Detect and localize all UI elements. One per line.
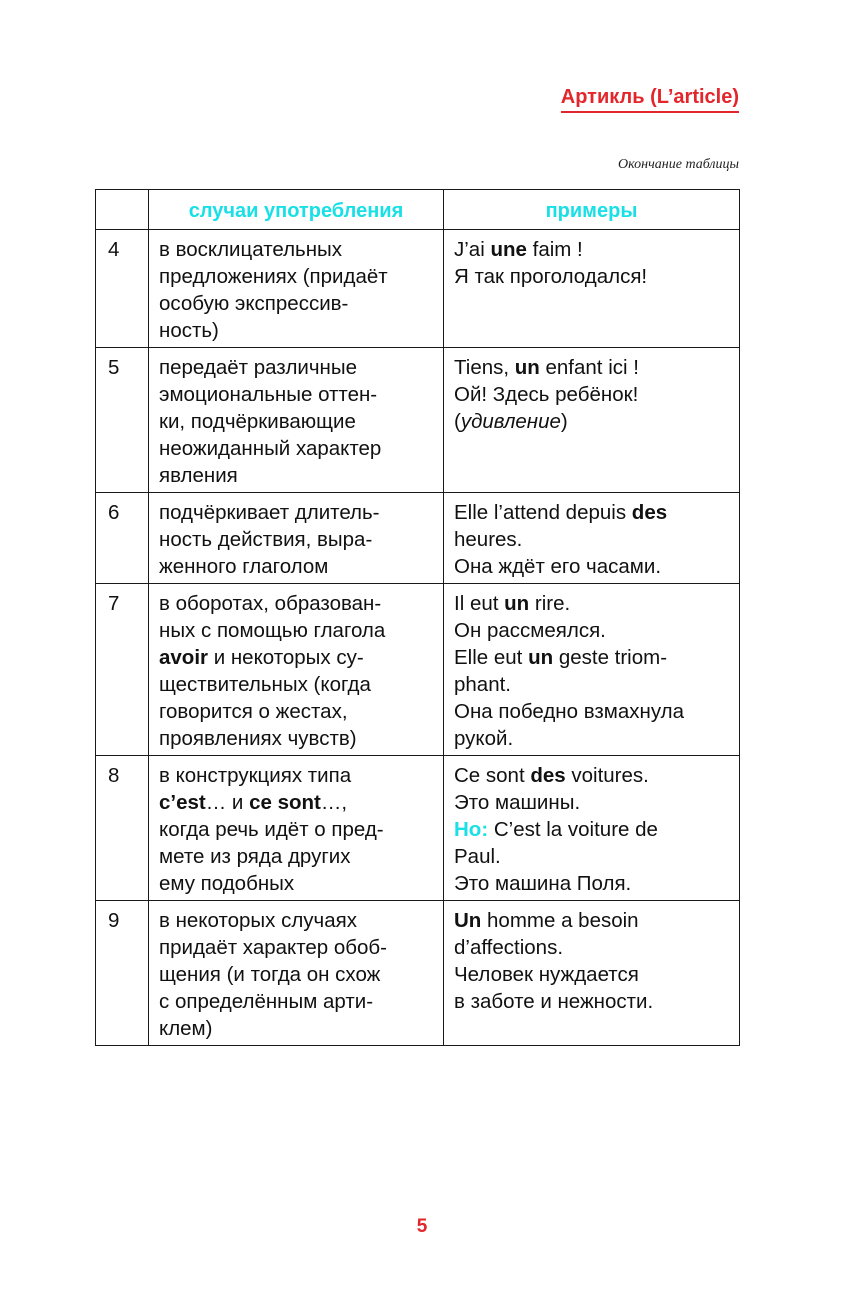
example-line bbox=[454, 816, 729, 843]
example-line bbox=[454, 381, 729, 408]
usage-line: неожиданный характер bbox=[159, 437, 382, 460]
text-run: мете из ряда других bbox=[159, 845, 351, 868]
row-number: 8 bbox=[96, 756, 149, 901]
usage-cell bbox=[149, 348, 444, 493]
usage-cell bbox=[149, 230, 444, 348]
bold-term: un bbox=[528, 646, 554, 669]
usage-line bbox=[159, 698, 433, 725]
text-run: Я так проголодался! bbox=[454, 265, 648, 288]
bold-term: un bbox=[504, 592, 530, 615]
text-run: ных с помощью глагола bbox=[159, 619, 386, 642]
text-run: …, bbox=[320, 791, 348, 814]
text-run: ему подобных bbox=[159, 872, 295, 895]
example-line bbox=[454, 499, 729, 526]
example-line bbox=[454, 762, 729, 789]
usage-line: щения (и тогда он схож bbox=[159, 963, 381, 986]
bold-term: ce sont bbox=[249, 791, 321, 814]
usage-line: явления bbox=[159, 464, 238, 487]
row-number: 9 bbox=[96, 901, 149, 1046]
text-run: проявлениях чувств) bbox=[159, 727, 357, 750]
italic-note: удивление bbox=[460, 410, 561, 433]
example-line bbox=[454, 988, 729, 1015]
text-run: говорится о жестах, bbox=[159, 700, 348, 723]
usage-line: ки, подчёркивающие bbox=[159, 410, 356, 433]
text-run: Elle eut bbox=[454, 646, 529, 669]
bold-term: des bbox=[530, 764, 566, 787]
column-header-examples: примеры bbox=[444, 190, 740, 230]
text-run: ) bbox=[560, 410, 568, 433]
row-number: 7 bbox=[96, 584, 149, 756]
usage-line bbox=[159, 617, 433, 644]
usage-line: ность действия, выра- bbox=[159, 528, 373, 551]
examples-cell bbox=[444, 230, 740, 348]
column-header-number bbox=[96, 190, 149, 230]
text-run: enfant ici ! bbox=[539, 356, 639, 379]
usage-line bbox=[159, 725, 433, 752]
usage-cell bbox=[149, 901, 444, 1046]
text-run: faim ! bbox=[526, 238, 583, 261]
usage-line bbox=[159, 870, 433, 897]
article-usage-table bbox=[95, 189, 740, 1046]
text-run: homme a besoin bbox=[481, 909, 639, 932]
contrast-marker: Но: bbox=[454, 818, 489, 841]
usage-line: придаёт характер обоб- bbox=[159, 936, 387, 959]
bold-term: avoir bbox=[159, 646, 208, 669]
example-line bbox=[454, 408, 729, 435]
example-line bbox=[454, 961, 729, 988]
text-run: Это машины. bbox=[454, 791, 581, 814]
row-number: 5 bbox=[96, 348, 149, 493]
usage-line: передаёт различные bbox=[159, 356, 357, 379]
examples-cell bbox=[444, 584, 740, 756]
text-run: в оборотах, образован- bbox=[159, 592, 382, 615]
table-caption: Окончание таблицы bbox=[618, 157, 739, 172]
table-row bbox=[96, 584, 740, 756]
usage-line bbox=[159, 671, 433, 698]
example-line bbox=[454, 590, 729, 617]
usage-line: клем) bbox=[159, 1017, 213, 1040]
usage-line: в некоторых случаях bbox=[159, 909, 357, 932]
text-run: ществительных (когда bbox=[159, 673, 371, 696]
text-run: в заботе и нежности. bbox=[454, 990, 654, 1013]
example-line bbox=[454, 934, 729, 961]
usage-line: с определённым арти- bbox=[159, 990, 374, 1013]
usage-line: эмоциональные оттен- bbox=[159, 383, 378, 406]
bold-term: c’est bbox=[159, 791, 206, 814]
usage-line: в восклицательных bbox=[159, 238, 343, 261]
examples-cell bbox=[444, 756, 740, 901]
text-run: rire. bbox=[529, 592, 571, 615]
section-title: Артикль (L’article) bbox=[561, 86, 739, 113]
example-line bbox=[454, 617, 729, 644]
usage-line bbox=[159, 789, 433, 816]
text-run: Tiens, bbox=[454, 356, 515, 379]
column-header-usage: случаи употребления bbox=[149, 190, 444, 230]
bold-term: une bbox=[490, 238, 527, 261]
usage-line bbox=[159, 644, 433, 671]
text-run: Человек нуждается bbox=[454, 963, 639, 986]
table-body bbox=[96, 230, 740, 1046]
page-number: 5 bbox=[416, 1216, 428, 1237]
table-row bbox=[96, 901, 740, 1046]
example-line bbox=[454, 843, 729, 870]
example-line bbox=[454, 698, 729, 725]
text-run: phant. bbox=[454, 673, 511, 696]
text-run: Это машина Поля. bbox=[454, 872, 632, 895]
example-line bbox=[454, 789, 729, 816]
table-row bbox=[96, 230, 740, 348]
row-number: 6 bbox=[96, 493, 149, 584]
text-run: heures. bbox=[454, 528, 523, 551]
bold-term: un bbox=[514, 356, 540, 379]
usage-cell bbox=[149, 756, 444, 901]
table-row bbox=[96, 493, 740, 584]
text-run: когда речь идёт о пред- bbox=[159, 818, 384, 841]
text-run: … и bbox=[205, 791, 250, 814]
usage-line: ность) bbox=[159, 319, 219, 342]
example-line bbox=[454, 907, 729, 934]
example-line bbox=[454, 725, 729, 752]
example-line bbox=[454, 236, 729, 263]
text-run: Ce sont bbox=[454, 764, 531, 787]
table-row bbox=[96, 756, 740, 901]
examples-cell bbox=[444, 493, 740, 584]
table-header-row bbox=[96, 190, 740, 230]
usage-cell bbox=[149, 584, 444, 756]
usage-line: особую экспрессив- bbox=[159, 292, 349, 315]
bold-term: des bbox=[631, 501, 668, 524]
text-run: Elle l’attend depuis bbox=[454, 501, 632, 524]
usage-line bbox=[159, 590, 433, 617]
text-run: Она победно взмахнула bbox=[454, 700, 684, 723]
text-run: geste triom- bbox=[553, 646, 668, 669]
bold-term: Un bbox=[454, 909, 482, 932]
text-run: ( bbox=[454, 410, 461, 433]
usage-line: подчёркивает длитель- bbox=[159, 501, 380, 524]
text-run: в конструкциях типа bbox=[159, 764, 352, 787]
usage-line: женного глаголом bbox=[159, 555, 329, 578]
example-line bbox=[454, 644, 729, 671]
text-run: Она ждёт его часами. bbox=[454, 555, 662, 578]
example-line bbox=[454, 870, 729, 897]
example-line bbox=[454, 354, 729, 381]
example-line bbox=[454, 671, 729, 698]
table-row bbox=[96, 348, 740, 493]
text-run: voitures. bbox=[565, 764, 649, 787]
usage-line: предложениях (придаёт bbox=[159, 265, 388, 288]
usage-cell bbox=[149, 493, 444, 584]
text-run: Ой! Здесь ребёнок! bbox=[454, 383, 639, 406]
text-run: J’ai bbox=[454, 238, 491, 261]
example-line bbox=[454, 553, 729, 580]
text-run: C’est la voiture de bbox=[488, 818, 658, 841]
text-run: рукой. bbox=[454, 727, 514, 750]
text-run: d’affections. bbox=[454, 936, 564, 959]
examples-cell bbox=[444, 901, 740, 1046]
usage-line bbox=[159, 843, 433, 870]
usage-line bbox=[159, 762, 433, 789]
text-run: Он рассмеялся. bbox=[454, 619, 606, 642]
examples-cell bbox=[444, 348, 740, 493]
usage-line bbox=[159, 816, 433, 843]
example-line bbox=[454, 263, 729, 290]
text-run: и некоторых су- bbox=[208, 646, 364, 669]
example-line bbox=[454, 526, 729, 553]
row-number: 4 bbox=[96, 230, 149, 348]
text-run: Paul. bbox=[454, 845, 501, 868]
text-run: Il eut bbox=[454, 592, 505, 615]
